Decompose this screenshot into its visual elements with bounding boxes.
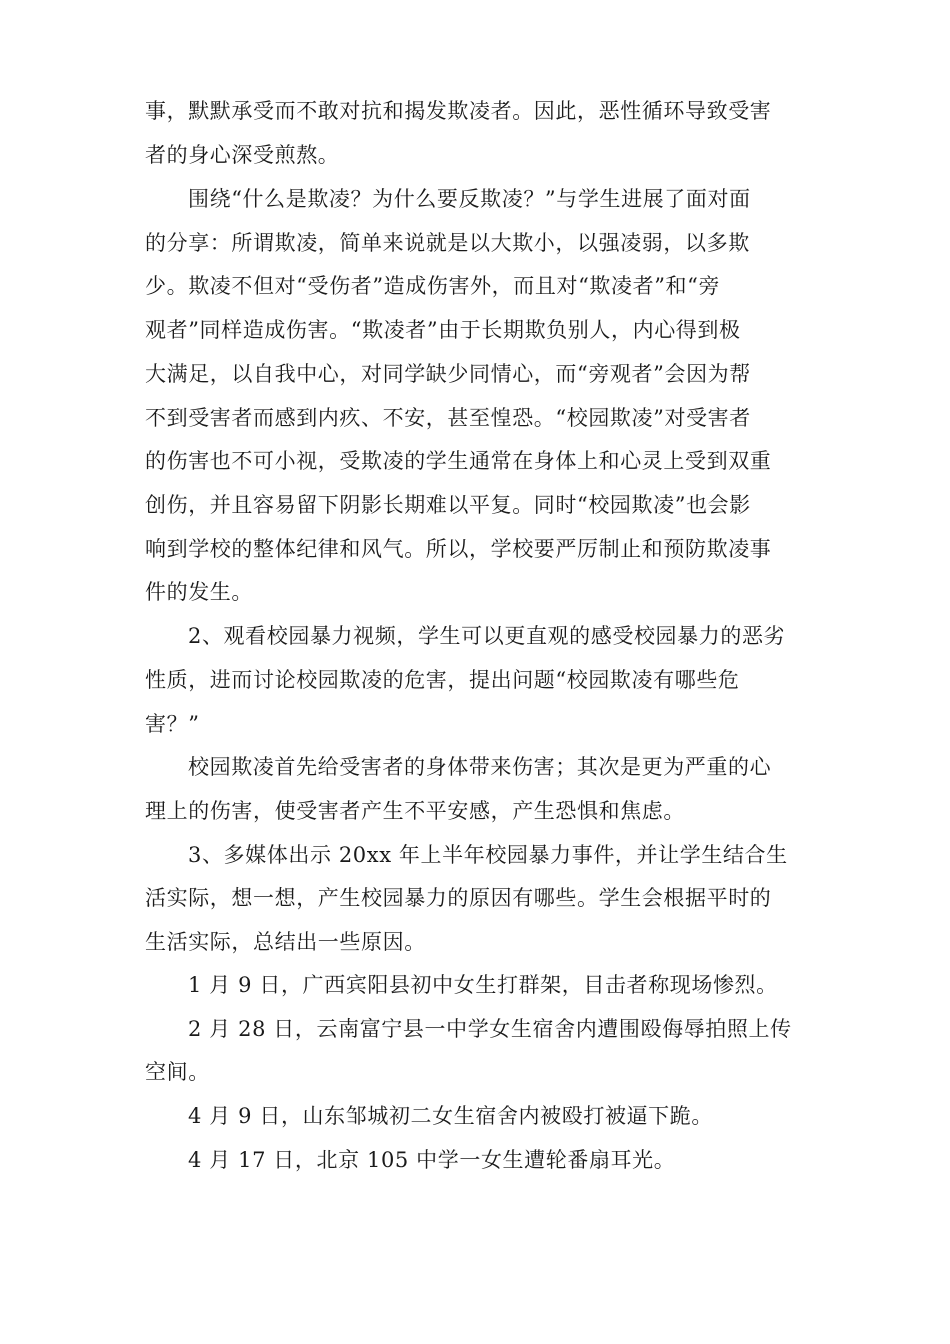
text-line: 者的身心深受煎熬。: [145, 143, 340, 167]
text-line: 2 月 28 日，云南富宁县一中学女生宿舍内遭围殴侮辱拍照上传: [188, 1017, 792, 1041]
text-line: 不到受害者而感到内疚、不安，甚至惶恐。“校园欺凌”对受害者: [145, 406, 751, 430]
text-line: 的分享：所谓欺凌，简单来说就是以大欺小，以强凌弱，以多欺: [145, 231, 750, 255]
text-line: 活实际，想一想，产生校园暴力的原因有哪些。学生会根据平时的: [145, 886, 772, 910]
text-line: 空间。: [145, 1060, 210, 1084]
text-line: 件的发生。: [145, 580, 253, 604]
text-line: 1 月 9 日，广西宾阳县初中女生打群架，目击者称现场惨烈。: [188, 973, 778, 997]
text-line: 性质，进而讨论校园欺凌的危害，提出问题“校园欺凌有哪些危: [145, 668, 740, 692]
text-line: 4 月 9 日，山东邹城初二女生宿舍内被殴打被逼下跪。: [188, 1104, 713, 1128]
text-line: 的伤害也不可小视，受欺凌的学生通常在身体上和心灵上受到双重: [145, 449, 772, 473]
text-line: 生活实际，总结出一些原因。: [145, 930, 426, 954]
text-line: 响到学校的整体纪律和风气。所以，学校要严厉制止和预防欺凌事: [145, 537, 772, 561]
text-line: 4 月 17 日，北京 105 中学一女生遭轮番扇耳光。: [188, 1148, 676, 1172]
text-line: 2、观看校园暴力视频，学生可以更直观的感受校园暴力的恶劣: [188, 624, 786, 648]
text-line: 创伤，并且容易留下阴影长期难以平复。同时“校园欺凌”也会影: [145, 493, 751, 517]
text-line: 少。欺凌不但对“受伤者”造成伤害外，而且对“欺凌者”和“旁: [145, 274, 721, 298]
text-line: 围绕“什么是欺凌？为什么要反欺凌？”与学生进展了面对面: [188, 187, 751, 211]
text-line: 事，默默承受而不敢对抗和揭发欺凌者。因此，恶性循环导致受害: [145, 99, 772, 123]
text-line: 大满足，以自我中心，对同学缺少同情心，而“旁观者”会因为帮: [145, 362, 751, 386]
text-line: 害？”: [145, 712, 200, 736]
text-line: 3、多媒体出示 20xx 年上半年校园暴力事件，并让学生结合生: [188, 843, 788, 867]
text-line: 校园欺凌首先给受害者的身体带来伤害；其次是更为严重的心: [188, 755, 772, 779]
text-line: 观者”同样造成伤害。“欺凌者”由于长期欺负别人，内心得到极: [145, 318, 741, 342]
text-line: 理上的伤害，使受害者产生不平安感，产生恐惧和焦虑。: [145, 799, 685, 823]
